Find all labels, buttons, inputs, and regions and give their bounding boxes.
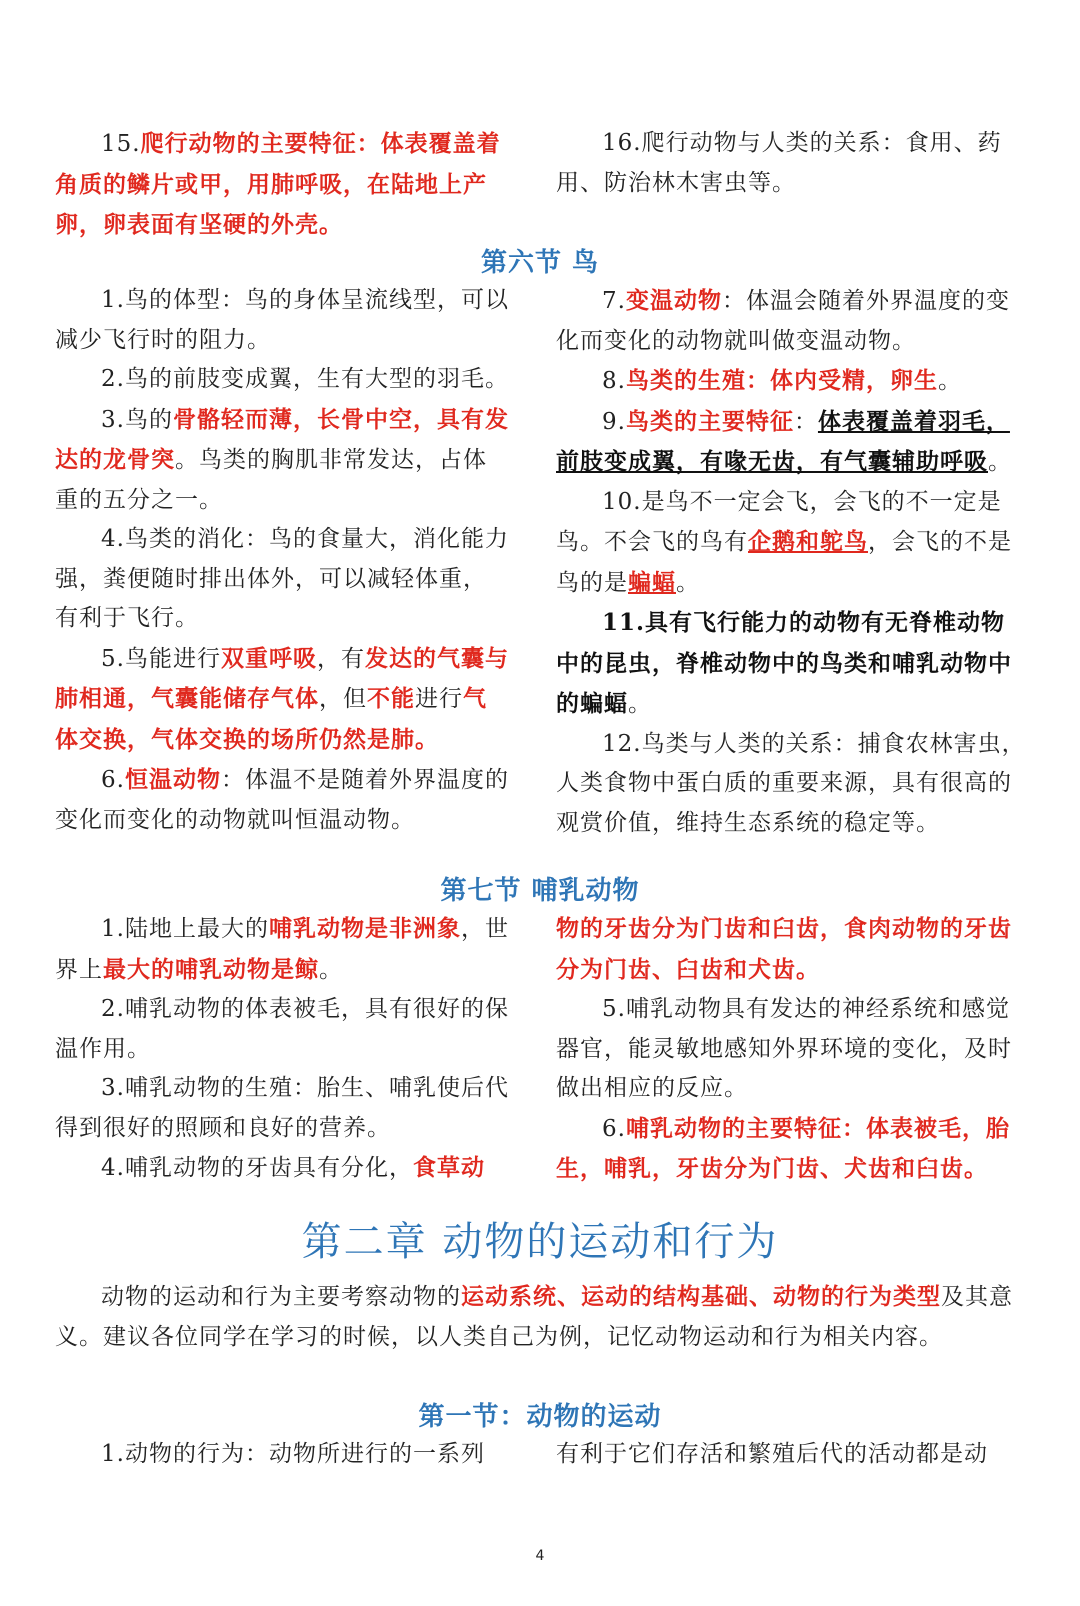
section-6-left-column xyxy=(55,281,510,840)
flight-birds-paragraph: 10.是鸟不一定会飞，会飞的不一定是鸟。不会飞的鸟有企鹅和鸵鸟，会飞的不是鸟的是蝙蝠。 xyxy=(556,488,1012,596)
cold-blooded-paragraph: 7.变温动物：体温会随着外界温度的变化而变化的动物就叫做变温动物。 xyxy=(556,287,1010,354)
reptile-features-paragraph: 15.爬行动物的主要特征：体表覆盖着角质的鳞片或甲，用肺呼吸，在陆地上产卵，卵表面有坚硬的外壳。 xyxy=(55,130,501,238)
mammal-reproduction-paragraph: 3.哺乳动物的生殖：胎生、哺乳使后代得到很好的照顾和良好的营养。 xyxy=(55,1075,509,1141)
mammal-features-paragraph: 6.哺乳动物的主要特征：体表被毛，胎生，哺乳，牙齿分为门齿、犬齿和臼齿。 xyxy=(556,1114,1010,1182)
section-7-title: 第七节 哺乳动物 xyxy=(440,876,640,906)
animal-behavior-paragraph-left: 1.动物的行为：动物所进行的一系列 xyxy=(101,1441,485,1467)
bird-skeleton-paragraph: 3.鸟的骨骼轻而薄，长骨中空，具有发达的龙骨突。鸟类的胸肌非常发达，占体重的五分之一。 xyxy=(55,405,509,513)
page-number: 4 xyxy=(535,1548,545,1564)
chapter-2-title: 第二章 动物的运动和行为 xyxy=(301,1219,779,1265)
section-6-right-column xyxy=(556,281,1026,843)
mammal-nervous-system-paragraph: 5.哺乳动物具有发达的神经系统和感觉器官，能灵敏地感知外界环境的变化，及时做出相应的反应。 xyxy=(556,996,1012,1101)
section-7-left-column xyxy=(55,909,510,1189)
chapter-2-section-1-title: 第一节：动物的运动 xyxy=(418,1402,662,1432)
reptile-human-relation-paragraph: 16.爬行动物与人类的关系：食用、药用、防治林木害虫等。 xyxy=(556,130,1002,196)
mammal-teeth-paragraph: 4.哺乳动物的牙齿具有分化，食草动 xyxy=(101,1154,485,1181)
section-7-right-column xyxy=(556,909,1026,1190)
animal-behavior-paragraph-right: 有利于它们存活和繁殖后代的活动都是动 xyxy=(556,1441,988,1467)
bird-body-shape-paragraph: 1.鸟的体型：鸟的身体呈流线型，可以减少飞行时的阻力。 xyxy=(55,287,509,353)
flying-animals-paragraph: 11.具有飞行能力的动物有无脊椎动物中的昆虫，脊椎动物中的鸟类和哺乳动物中的蝙蝠。 xyxy=(556,609,1012,717)
mammal-fur-paragraph: 2.哺乳动物的体表被毛，具有很好的保温作用。 xyxy=(55,996,509,1062)
section-6-title: 第六节 鸟 xyxy=(480,248,600,278)
bird-features-paragraph: 9.鸟类的主要特征：体表覆盖着羽毛，前肢变成翼，有喙无齿，有气囊辅助呼吸。 xyxy=(556,407,1012,475)
mammal-teeth-continued-paragraph: 物的牙齿分为门齿和臼齿，食肉动物的牙齿分为门齿、臼齿和犬齿。 xyxy=(556,915,1012,983)
warm-blooded-paragraph: 6.恒温动物：体温不是随着外界温度的变化而变化的动物就叫恒温动物。 xyxy=(55,766,509,833)
bird-digestion-paragraph: 4.鸟类的消化：鸟的食量大，消化能力强，粪便随时排出体外，可以减轻体重，有利于飞行。 xyxy=(55,526,509,631)
bird-human-relation-paragraph: 12.鸟类与人类的关系：捕食农林害虫，人类食物中蛋白质的重要来源，具有很高的观赏价值，维持生态系统的稳定等。 xyxy=(556,730,1026,836)
chapter-2-intro: 动物的运动和行为主要考察动物的运动系统、运动的结构基础、动物的行为类型及其意义。建议各位同学在学习的时候，以人类自己为例，记忆动物运动和行为相关内容。 xyxy=(55,1283,1013,1350)
bird-forelimb-paragraph: 2.鸟的前肢变成翼，生有大型的羽毛。 xyxy=(101,366,509,392)
largest-mammal-paragraph: 1.陆地上最大的哺乳动物是非洲象，世界上最大的哺乳动物是鲸。 xyxy=(55,915,509,983)
bird-respiration-paragraph: 5.鸟能进行双重呼吸，有发达的气囊与肺相通，气囊能储存气体，但不能进行气体交换，气体交换的场所仍然是肺。 xyxy=(55,644,509,753)
bird-reproduction-paragraph: 8.鸟类的生殖：体内受精，卵生。 xyxy=(602,367,962,394)
